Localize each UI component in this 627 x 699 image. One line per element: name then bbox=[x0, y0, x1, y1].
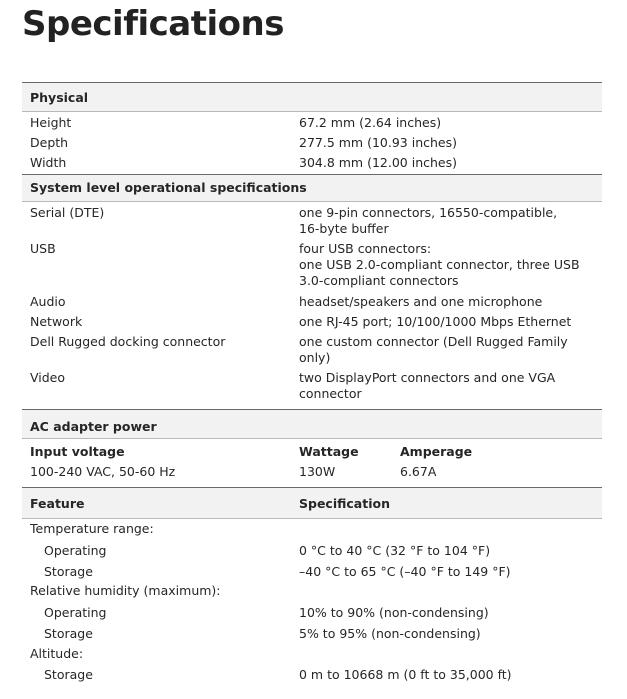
humidity-operating-value: 10% to 90% (non-condensing) bbox=[299, 605, 489, 620]
amperage-value: 6.67A bbox=[400, 464, 437, 479]
temperature-range-label: Temperature range: bbox=[30, 521, 154, 536]
usb-label: USB bbox=[30, 241, 56, 256]
temp-storage-label: Storage bbox=[44, 564, 93, 579]
docking-label: Dell Rugged docking connector bbox=[30, 334, 226, 349]
humidity-operating-label: Operating bbox=[44, 605, 107, 620]
depth-value: 277.5 mm (10.93 inches) bbox=[299, 135, 457, 150]
row-divider bbox=[22, 438, 602, 439]
wattage-header: Wattage bbox=[299, 444, 359, 459]
specification-header: Specification bbox=[299, 496, 390, 511]
temp-storage-value: –40 °C to 65 °C (–40 °F to 149 °F) bbox=[299, 564, 511, 579]
height-label: Height bbox=[30, 115, 72, 130]
temp-operating-value: 0 °C to 40 °C (32 °F to 104 °F) bbox=[299, 543, 491, 558]
altitude-storage-value: 0 m to 10668 m (0 ft to 35,000 ft) bbox=[299, 667, 512, 682]
input-voltage-value: 100-240 VAC, 50-60 Hz bbox=[30, 464, 176, 479]
altitude-storage-label: Storage bbox=[44, 667, 93, 682]
row-divider bbox=[22, 518, 602, 519]
width-value: 304.8 mm (12.00 inches) bbox=[299, 155, 457, 170]
row-divider bbox=[22, 111, 602, 112]
system-heading: System level operational specifications bbox=[30, 180, 307, 195]
network-label: Network bbox=[30, 314, 83, 329]
altitude-label: Altitude: bbox=[30, 646, 84, 661]
physical-heading: Physical bbox=[30, 90, 89, 105]
serial-label: Serial (DTE) bbox=[30, 205, 105, 220]
docking-value: one custom connector (Dell Rugged Family only) bbox=[299, 334, 568, 365]
humidity-storage-value: 5% to 95% (non-condensing) bbox=[299, 626, 481, 641]
ac-heading: AC adapter power bbox=[30, 419, 157, 434]
row-divider bbox=[22, 201, 602, 202]
network-value: one RJ-45 port; 10/100/1000 Mbps Ethernet bbox=[299, 314, 572, 329]
usb-value: four USB connectors: one USB 2.0-compliant connector, three USB 3.0-compliant connectors bbox=[299, 241, 580, 288]
audio-label: Audio bbox=[30, 294, 66, 309]
serial-value: one 9-pin connectors, 16550-compatible, 16-byte buffer bbox=[299, 205, 558, 236]
humidity-storage-label: Storage bbox=[44, 626, 93, 641]
wattage-value: 130W bbox=[299, 464, 336, 479]
height-value: 67.2 mm (2.64 inches) bbox=[299, 115, 442, 130]
page-title: Specifications bbox=[22, 4, 284, 44]
video-label: Video bbox=[30, 370, 66, 385]
section-header-background bbox=[22, 83, 602, 111]
width-label: Width bbox=[30, 155, 67, 170]
feature-header: Feature bbox=[30, 496, 85, 511]
amperage-header: Amperage bbox=[400, 444, 473, 459]
video-value: two DisplayPort connectors and one VGA connector bbox=[299, 370, 556, 401]
humidity-label: Relative humidity (maximum): bbox=[30, 583, 221, 598]
depth-label: Depth bbox=[30, 135, 69, 150]
temp-operating-label: Operating bbox=[44, 543, 107, 558]
input-voltage-header: Input voltage bbox=[30, 444, 125, 459]
audio-value: headset/speakers and one microphone bbox=[299, 294, 543, 309]
